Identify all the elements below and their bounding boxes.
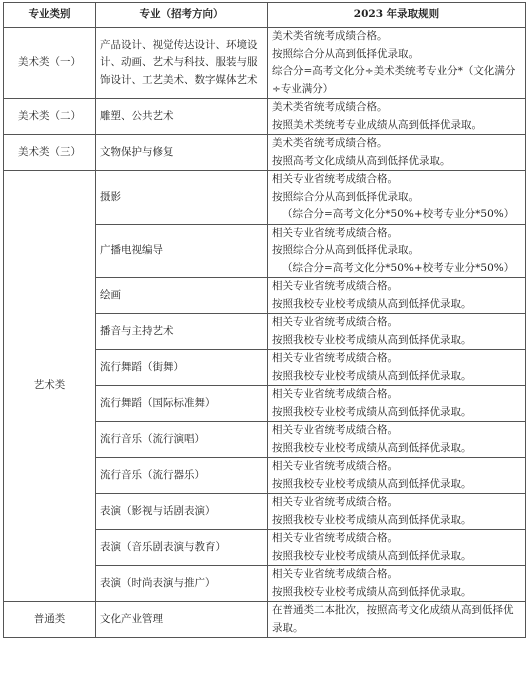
category-cell: 美术类（二） <box>4 99 96 135</box>
rule-line: 相关专业省统考成绩合格。 <box>272 460 398 472</box>
rule-line: 相关专业省统考成绩合格。 <box>272 173 398 185</box>
table-row <box>4 28 526 99</box>
major-cell: 摄影 <box>96 171 268 225</box>
rule-line: 按照我校专业校考成绩从高到低择优录取。 <box>272 333 472 346</box>
major-cell: 流行舞蹈（国际标准舞） <box>96 386 268 422</box>
rule-line: 美术类省统考成绩合格。 <box>272 30 388 42</box>
major-cell: 流行音乐（流行器乐） <box>96 458 268 494</box>
rule-cell <box>268 566 526 602</box>
rule-line: 按照我校专业校考成绩从高到低择优录取。 <box>272 441 472 454</box>
rule-line: 相关专业省统考成绩合格。 <box>272 316 398 328</box>
major-cell: 绘画 <box>96 278 268 314</box>
rule-cell <box>268 494 526 530</box>
rule-cell <box>268 458 526 494</box>
major-cell: 播音与主持艺术 <box>96 314 268 350</box>
rule-cell <box>268 530 526 566</box>
major-cell: 表演（音乐剧表演与教育） <box>96 530 268 566</box>
rule-line: 综合分=高考文化分÷美术类统考专业分*（文化满分÷专业满分） <box>272 65 516 95</box>
major-cell: 雕塑、公共艺术 <box>96 99 268 135</box>
table-header-row <box>4 3 526 28</box>
rule-line: （综合分=高考文化分*50%+校考专业分*50%） <box>282 208 515 220</box>
category-cell: 艺术类 <box>4 171 96 602</box>
category-cell: 美术类（一） <box>4 28 96 99</box>
rule-line: 按照我校专业校考成绩从高到低择优录取。 <box>272 297 472 310</box>
rule-cell <box>268 350 526 386</box>
rule-line: 按照综合分从高到低择优录取。 <box>272 47 419 60</box>
table-row <box>4 171 526 225</box>
rule-line: 按照我校专业校考成绩从高到低择优录取。 <box>272 477 472 490</box>
rule-cell <box>268 278 526 314</box>
rule-line: 按照我校专业校考成绩从高到低择优录取。 <box>272 369 472 382</box>
rule-line: 相关专业省统考成绩合格。 <box>272 568 398 580</box>
rule-line: 按照高考文化成绩从高到低择优录取。 <box>272 154 451 167</box>
rule-line: 按照我校专业校考成绩从高到低择优录取。 <box>272 585 472 598</box>
admission-rules-table <box>3 2 526 638</box>
rule-cell <box>268 602 526 638</box>
rule-line: 相关专业省统考成绩合格。 <box>272 496 398 508</box>
rule-cell <box>268 314 526 350</box>
rule-cell <box>268 99 526 135</box>
major-cell: 产品设计、视觉传达设计、环境设计、动画、艺术与科技、服装与服饰设计、工艺美术、数字媒体艺术 <box>96 28 268 99</box>
rule-line: 相关专业省统考成绩合格。 <box>272 388 398 400</box>
rule-line: 按照我校专业校考成绩从高到低择优录取。 <box>272 513 472 526</box>
rule-line: 相关专业省统考成绩合格。 <box>272 280 398 292</box>
category-cell: 美术类（三） <box>4 135 96 171</box>
major-cell: 文物保护与修复 <box>96 135 268 171</box>
rule-line: 相关专业省统考成绩合格。 <box>272 532 398 544</box>
rule-line: 按照综合分从高到低择优录取。 <box>272 190 419 203</box>
rule-cell <box>268 224 526 278</box>
header-major: 专业（招考方向） <box>96 3 268 28</box>
rule-line: 按照我校专业校考成绩从高到低择优录取。 <box>272 549 472 562</box>
rule-line: 在普通类二本批次，按照高考文化成绩从高到低择优录取。 <box>272 604 514 634</box>
rule-line: 按照综合分从高到低择优录取。 <box>272 244 419 256</box>
rule-cell <box>268 135 526 171</box>
rule-cell <box>268 28 526 99</box>
rule-line: 美术类省统考成绩合格。 <box>272 101 388 113</box>
major-cell: 表演（影视与话剧表演） <box>96 494 268 530</box>
major-cell: 流行舞蹈（街舞） <box>96 350 268 386</box>
category-cell: 普通类 <box>4 602 96 638</box>
rule-cell <box>268 171 526 225</box>
rule-cell <box>268 422 526 458</box>
table-row <box>4 602 526 638</box>
major-cell: 广播电视编导 <box>96 224 268 278</box>
header-category: 专业类别 <box>4 3 96 28</box>
rule-line: 美术类省统考成绩合格。 <box>272 137 388 149</box>
rule-line: 按照我校专业校考成绩从高到低择优录取。 <box>272 405 472 418</box>
table-row <box>4 135 526 171</box>
header-rule: 2023 年录取规则 <box>268 3 526 28</box>
rule-line: 按照美术类统考专业成绩从高到低择优录取。 <box>272 118 482 131</box>
rule-line: 相关专业省统考成绩合格。 <box>272 226 398 239</box>
major-cell: 流行音乐（流行演唱） <box>96 422 268 458</box>
major-cell: 文化产业管理 <box>96 602 268 638</box>
rule-cell <box>268 386 526 422</box>
major-cell: 表演（时尚表演与推广） <box>96 566 268 602</box>
rule-line: （综合分=高考文化分*50%+校考专业分*50%） <box>282 261 515 274</box>
rule-line: 相关专业省统考成绩合格。 <box>272 352 398 364</box>
rule-line: 相关专业省统考成绩合格。 <box>272 424 398 436</box>
table-row <box>4 99 526 135</box>
